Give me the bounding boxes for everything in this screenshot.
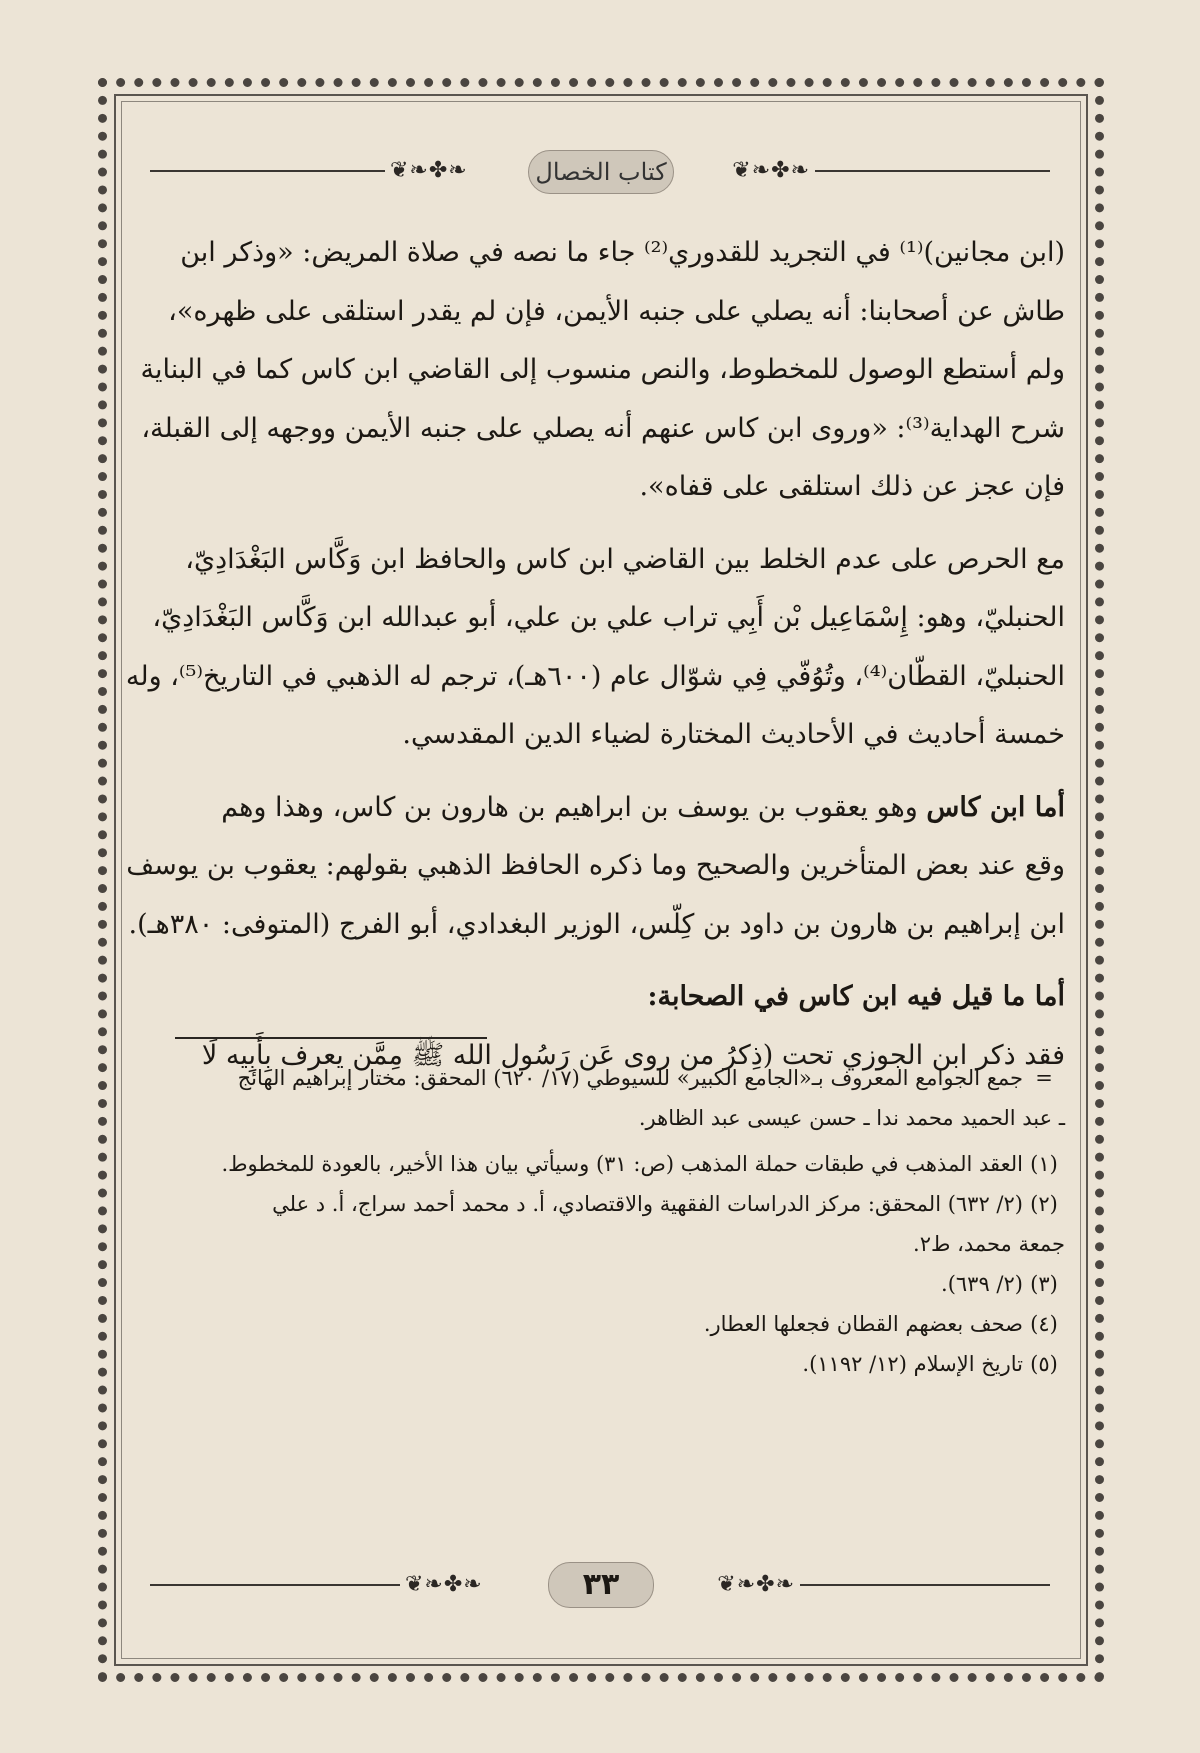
header-rule-right — [815, 170, 1050, 172]
footnote-text: (٢/ ٦٣٢) المحقق: مركز الدراسات الفقهية والاقتصادي، أ. د محمد أحمد سراج، أ. د علي — [272, 1192, 1023, 1216]
footer-ornament-left: ❦❧✤❧ — [405, 1572, 483, 1597]
footnote-mark: (٢) — [1030, 1192, 1058, 1216]
text-line: فإن عجز عن ذلك استلقى على قفاه». — [639, 471, 1065, 502]
footnote-text: جمعة محمد، ط٢. — [913, 1232, 1065, 1256]
footnotes — [175, 1058, 1065, 1384]
footnote-mark: (١) — [1030, 1152, 1058, 1176]
footer-ornament-right: ❦❧✤❧ — [717, 1572, 795, 1597]
header-ornament-right: ❦❧✤❧ — [732, 158, 810, 183]
footnote-mark: (٥) — [1030, 1352, 1058, 1376]
page-footer — [150, 1560, 1050, 1610]
footnote-text: صحف بعضهم القطان فجعلها العطار. — [703, 1312, 1023, 1336]
text-line: ولم أستطع الوصول للمخطوط، والنص منسوب إلى القاضي ابن كاس كما في البناية — [140, 354, 1065, 385]
text-line: طاش عن أصحابنا: أنه يصلي على جنبه الأيمن، فإن لم يقدر استلقى على ظهره»، — [168, 295, 1065, 327]
footnote-text: ـ عبد الحميد محمد ندا ـ حسن عيسى عبد الظاهر. — [638, 1106, 1065, 1130]
paragraph-3 — [126, 779, 1065, 955]
page-number: ٣٣ — [548, 1562, 654, 1608]
footnote-text: (٢/ ٦٣٩). — [941, 1272, 1023, 1296]
section-heading: أما ما قيل فيه ابن كاس في الصحابة: — [647, 981, 1065, 1012]
text-line: ابن إبراهيم بن هارون بن داود بن كِلّس، الوزير البغدادي، أبو الفرج (المتوفى: ٣٨٠هـ). — [128, 908, 1065, 940]
footnote-3 — [175, 1264, 1065, 1304]
footnote-separator — [175, 1037, 487, 1039]
footnote-1 — [175, 1144, 1065, 1184]
footnote-text: جمع الجوامع المعروف بـ«الجامع الكبير» للسيوطي (١٧/ ٦٢٠) المحقق: مختار إبراهيم الهائج — [237, 1066, 1023, 1090]
footnote-4 — [175, 1304, 1065, 1344]
text-run: وهو يعقوب بن يوسف بن ابراهيم بن هارون بن كاس، وهذا وهم — [221, 791, 927, 823]
text-line: الحنبليّ، وهو: إِسْمَاعِيل بْن أَبِي تراب علي بن علي، أبو عبدالله ابن وَكَّاس البَغْدَادِيّ، — [152, 602, 1065, 633]
text-line: خمسة أحاديث في الأحاديث المختارة لضياء الدين المقدسي. — [402, 719, 1065, 750]
paragraph-2 — [125, 531, 1065, 765]
footnote-mark: = — [1035, 1066, 1053, 1090]
footnote-text: العقد المذهب في طبقات حملة المذهب (ص: ٣١) وسيأتي بيان هذا الأخير، بالعودة للمخطوط. — [221, 1152, 1023, 1176]
footnote-5 — [175, 1344, 1065, 1384]
text-line — [175, 779, 1065, 838]
text-line: فقد ذكر ابن الجوزي تحت (ذِكرُ من روى عَن رَسُول الله ﷺ مِمَّن يعرف بِأَبِيه لَا — [201, 1039, 1065, 1071]
text-line: الحنبليّ، القطّان⁽⁴⁾، وتُوُفّي فِي شوّال عام (٦٠٠هـ)، ترجم له الذهبي في التاريخ⁽⁵⁾، وله — [125, 660, 1065, 692]
running-header — [150, 146, 1050, 196]
main-text — [125, 224, 1065, 1085]
footnote-2 — [175, 1184, 1065, 1224]
text-line: وقع عند بعض المتأخرين والصحيح وما ذكره الحافظ الذهبي بقولهم: يعقوب بن يوسف — [126, 850, 1065, 881]
text-line: (ابن مجانين)⁽¹⁾ في التجريد للقدوري⁽²⁾ جاء ما نصه في صلاة المريض: «وذكر ابن — [180, 237, 1065, 268]
footnote-mark: (٣) — [1030, 1272, 1058, 1296]
footer-rule-left — [150, 1584, 400, 1586]
footer-rule-right — [800, 1584, 1050, 1586]
bold-lead: أما ابن كاس — [926, 791, 1065, 823]
text-line: شرح الهداية⁽³⁾: «وروى ابن كاس عنهم أنه يصلي على جنبه الأيمن ووجهه إلى القبلة، — [141, 412, 1065, 444]
paragraph-1 — [140, 224, 1065, 517]
header-ornament-left: ❦❧✤❧ — [390, 158, 468, 183]
footnote-text: تاريخ الإسلام (١٢/ ١١٩٢). — [802, 1352, 1023, 1376]
footnote-mark: (٤) — [1030, 1312, 1058, 1336]
text-line: مع الحرص على عدم الخلط بين القاضي ابن كاس والحافظ ابن وَكَّاس البَغْدَادِيّ، — [185, 543, 1065, 575]
footnote-continuation — [175, 1058, 1065, 1098]
book-title: كتاب الخصال — [528, 150, 674, 194]
header-rule-left — [150, 170, 385, 172]
